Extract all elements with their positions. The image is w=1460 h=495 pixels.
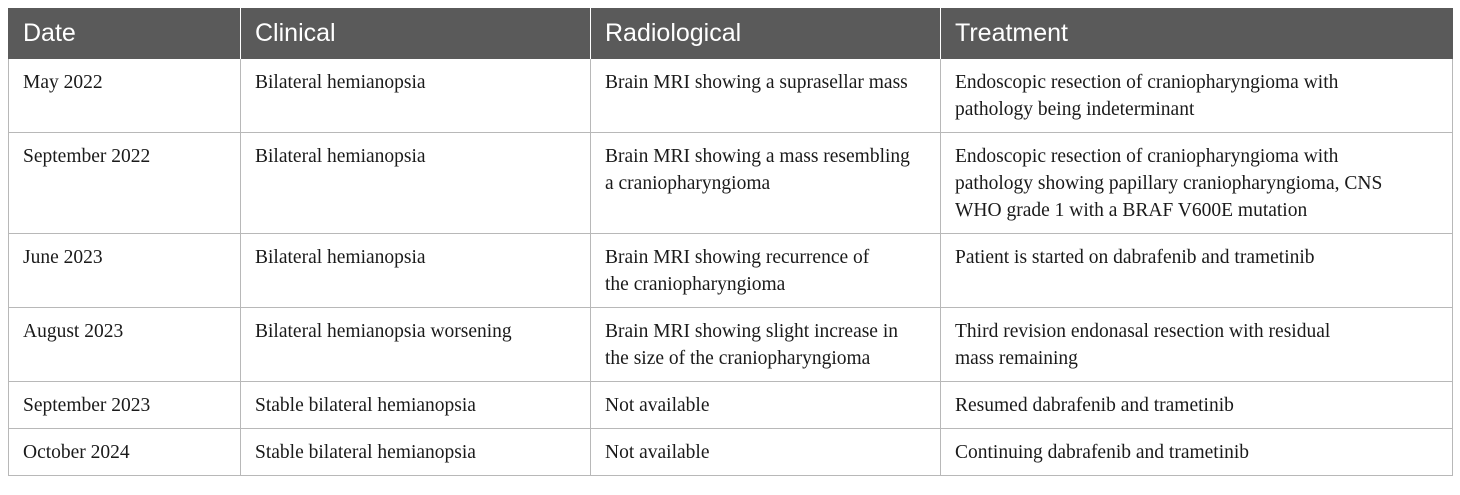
table-row (9, 59, 1453, 133)
table-header (9, 8, 1453, 59)
cell-line: a craniopharyngioma (605, 173, 771, 194)
cell-line: Third revision endonasal resection with residual (955, 321, 1331, 342)
cell-line: Endoscopic resection of craniopharyngioma with (955, 146, 1339, 167)
header-date: Date (9, 8, 241, 59)
header-radiological: Radiological (591, 8, 941, 59)
cell-line: Resumed dabrafenib and trametinib (955, 395, 1234, 416)
cell-treatment (941, 234, 1453, 308)
cell-radiological (591, 133, 941, 234)
table-row (9, 382, 1453, 429)
cell-clinical: Bilateral hemianopsia (241, 59, 591, 133)
cell-clinical: Bilateral hemianopsia (241, 234, 591, 308)
cell-line: Endoscopic resection of craniopharyngioma with (955, 72, 1339, 93)
cell-clinical: Bilateral hemianopsia worsening (241, 308, 591, 382)
table-row (9, 133, 1453, 234)
header-clinical: Clinical (241, 8, 591, 59)
cell-treatment (941, 429, 1453, 476)
cell-date: September 2022 (9, 133, 241, 234)
table-row (9, 234, 1453, 308)
cell-line: mass remaining (955, 348, 1078, 369)
cell-line: the craniopharyngioma (605, 274, 786, 295)
cell-date: May 2022 (9, 59, 241, 133)
table-body (9, 59, 1453, 476)
cell-radiological (591, 234, 941, 308)
clinical-timeline-table (8, 8, 1453, 476)
cell-radiological (591, 429, 941, 476)
cell-clinical: Stable bilateral hemianopsia (241, 382, 591, 429)
cell-date: October 2024 (9, 429, 241, 476)
cell-line: Brain MRI showing a suprasellar mass (605, 72, 908, 93)
cell-line: Not available (605, 442, 710, 463)
cell-line: pathology being indeterminant (955, 99, 1195, 120)
cell-radiological (591, 308, 941, 382)
cell-treatment (941, 308, 1453, 382)
header-treatment: Treatment (941, 8, 1453, 59)
cell-date: September 2023 (9, 382, 241, 429)
cell-radiological (591, 382, 941, 429)
header-row (9, 8, 1453, 59)
cell-treatment (941, 133, 1453, 234)
cell-line: Not available (605, 395, 710, 416)
cell-date: August 2023 (9, 308, 241, 382)
cell-line: pathology showing papillary craniopharyngioma, CNS (955, 173, 1383, 194)
cell-line: the size of the craniopharyngioma (605, 348, 871, 369)
cell-treatment (941, 382, 1453, 429)
cell-date: June 2023 (9, 234, 241, 308)
cell-line: Patient is started on dabrafenib and trametinib (955, 247, 1315, 268)
cell-line: WHO grade 1 with a BRAF V600E mutation (955, 200, 1308, 221)
cell-clinical: Stable bilateral hemianopsia (241, 429, 591, 476)
cell-radiological (591, 59, 941, 133)
cell-clinical: Bilateral hemianopsia (241, 133, 591, 234)
cell-line: Brain MRI showing slight increase in (605, 321, 899, 342)
clinical-timeline-table-container (8, 8, 1452, 476)
table-row (9, 308, 1453, 382)
cell-line: Continuing dabrafenib and trametinib (955, 442, 1250, 463)
cell-line: Brain MRI showing recurrence of (605, 247, 870, 268)
table-row (9, 429, 1453, 476)
cell-line: Brain MRI showing a mass resembling (605, 146, 910, 167)
cell-treatment (941, 59, 1453, 133)
